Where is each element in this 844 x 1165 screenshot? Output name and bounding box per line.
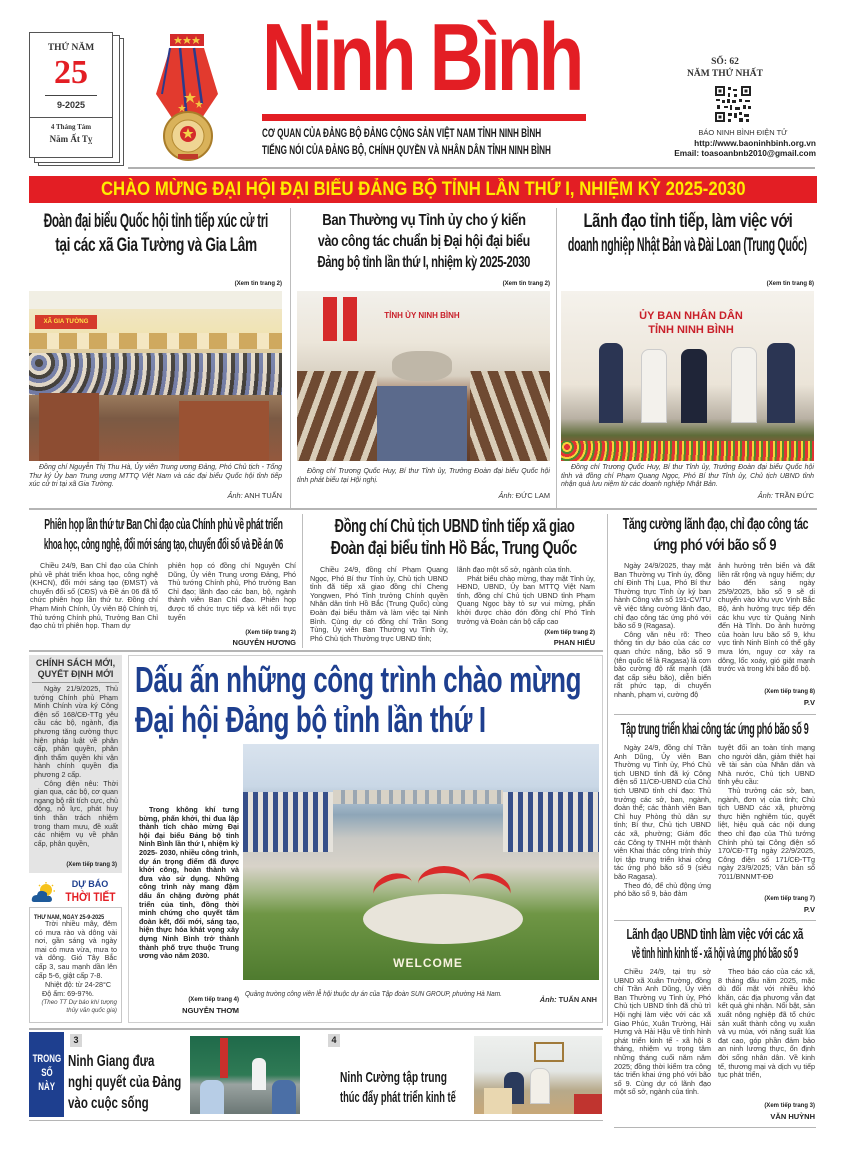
page-badge: 3 bbox=[70, 1034, 82, 1047]
feature-lead: Trong không khí tưng bừng, phấn khởi, thi đua lập thành tích chào mừng Đại hội đại biểu Đảng bộ tỉnh Ninh Bình lần thứ I, nhiệm kỳ 2025- 2030, nhiều công trình, dự án trọng điểm đã được khởi công, hoàn thành và đưa vào sử dụng. Những công trình này mang đậm dấu ấn chặng đường phát triển của tỉnh, đồng thời minh chứng cho quyết tâm đoàn kết, đổi mới, sáng tạo, hiện thực hóa khát vọng xây dựng Ninh Bình trở thành thành phố trực thuộc Trung ương vào năm 2030. bbox=[139, 806, 239, 961]
see-more[interactable]: (Xem tiếp trang 4) bbox=[188, 997, 239, 1003]
article-body-col1: Ngày 24/9/2025, thay mặt Ban Thường vụ Tỉnh ủy, đồng chí Đinh Thị Lụa, Phó Bí thư Thường trực Tỉnh ủy ký ban hành Công văn số 191-CV/TU về việc tăng cường lãnh đạo, chỉ đạo công tác ứng phó với bão số 9 (Ragasa). Công văn nêu rõ: Theo thông tin dự báo của các cơ quan chức năng, bão số 9 (tên quốc tế là Ragasa) là cơn bão cường độ rất mạnh (đã đạt cấp siêu bão), diễn biến rất phức tạp, di chuyển nhanh, phạm vi, cường độ bbox=[614, 562, 711, 699]
masthead-divider bbox=[128, 167, 815, 169]
issue-item-title: Ninh Cường tập trung thúc đẩy phát triển kinh tế bbox=[340, 1069, 456, 1106]
photo-credit: Ảnh: TRẦN ĐỨC bbox=[757, 491, 814, 500]
policy-title: CHÍNH SÁCH MỚI, bbox=[35, 658, 116, 668]
see-more[interactable]: (Xem tiếp trang 3) bbox=[66, 862, 117, 868]
see-more[interactable]: (Xem tiếp trang 3) bbox=[764, 1103, 815, 1109]
weekday: THỨ NĂM bbox=[47, 43, 95, 53]
article-body-col2: tuyệt đối an toàn tính mạng cho người dân, giảm thiệt hại về tài sản của Nhân dân và Nhà nước, Chủ tịch UBND tỉnh yêu cầu: Thủ trưởng các sở, ban, ngành, đơn vị của tỉnh; Chủ tịch UBND các xã, phường thực hiện nghiêm túc, quyết liệt, hiệu quả các nội dung theo chỉ đạo của Thủ tướng Chính phủ tại Công điện số 170/CĐ-TTg ngày 22/9/2025, Công điện số 171/CĐ-TTg ngày 23/9/2025; Văn bản số 7011/BNNMT-ĐĐ bbox=[718, 744, 815, 881]
article-headline: Tăng cường lãnh đạo, chỉ đạo công tác ứng phó với bão số 9 bbox=[622, 516, 808, 554]
weather-source: (Theo TT Dự báo khí tượng thủy văn quốc gia) bbox=[41, 999, 117, 1015]
medal-coin-icon bbox=[160, 110, 216, 162]
day-number: 25 bbox=[54, 54, 88, 91]
photo-ninh-giang-meeting bbox=[190, 1036, 300, 1114]
issue-number: SỐ: 62 bbox=[711, 57, 739, 67]
photo-party-meeting bbox=[297, 291, 550, 461]
policy-body: Ngày 21/9/2025, Thủ tướng Chính phủ Phạm Minh Chính vừa ký Công điện số 168/CĐ-TTg yêu cầu các bộ, ngành, địa phương tăng cường thực hiện pháp luật về phân cấp, phân quyền, phân định thẩm quyền khi vận hành chính quyền địa phương 2 cấp. Công điện nêu: Thời gian qua, các bộ, cơ quan ngang bộ rất tích cực, chủ động, nỗ lực, phát huy tinh thần trách nhiệm trong tham mưu, đề xuất các nhiệm vụ về phân cấp, phân quyền, bbox=[34, 684, 118, 848]
see-more[interactable]: (Xem tiếp trang 2) bbox=[245, 630, 296, 636]
policy-sidebar bbox=[29, 655, 122, 873]
photo-sign: TỈNH NINH BÌNH bbox=[648, 324, 734, 336]
article-author: P.V bbox=[803, 698, 815, 707]
policy-title: QUYẾT ĐỊNH MỚI bbox=[37, 669, 114, 679]
date-box bbox=[29, 32, 113, 158]
article-author: P.V bbox=[803, 905, 815, 914]
website-link[interactable]: http://www.baoninhbinh.org.vn bbox=[694, 138, 816, 148]
photo-sign: TỈNH ỦY NINH BÌNH bbox=[384, 311, 460, 320]
weather-panel bbox=[29, 907, 122, 1023]
publisher-line-2: TIẾNG NÓI CỦA ĐẢNG BỘ, CHÍNH QUYỀN VÀ NHÂN DÂN TỈNH NINH BÌNH bbox=[262, 143, 551, 157]
photo-credit: Ảnh: ANH TUẤN bbox=[227, 491, 282, 500]
article-body-col1: Ngày 24/9, đồng chí Trần Anh Dũng, Ủy viên Ban Thường vụ Tỉnh ủy, Phó Chủ tịch UBND tỉnh đã ký Công điện số 11/CĐ-UBND của Chủ tịch UBND tỉnh chỉ đạo: Thủ trưởng các sở, ban, ngành, đoàn thể; các thành viên Ban Chỉ huy Phòng thủ dân sự tỉnh; Bí thư, Chủ tịch UBND các xã, phường; Giám đốc các Công ty TNHH một thành viên Khai thác công trình thủy lợi tập trung triển khai công tác ứng phó bão số 9 (siêu bão Ragasa). Theo đó, để chủ động ứng phó bão số 9, bảo đảm bbox=[614, 744, 711, 899]
section-divider bbox=[29, 508, 817, 510]
photo-caption-wrap bbox=[245, 983, 597, 998]
photo-sign: WELCOME bbox=[393, 956, 463, 970]
issue-item-page-4[interactable] bbox=[328, 1034, 468, 1118]
column-divider bbox=[607, 514, 608, 1026]
top-story-2-headline: Ban Thường vụ Tỉnh ủy cho ý kiến vào công tác chuẩn bị Đại hội đại biểu Đảng bộ tỉnh lần thứ I, nhiệm kỳ 2025-2030 bbox=[317, 212, 530, 271]
weather-forecast: Trời nhiều mây, đêm có mưa rào và dông vài nơi, gần sáng và ngày mai có mưa vừa, mưa to và dông. Gió Tây Bắc cấp 3, sau mạnh dần lên cấp 5-6, giật cấp 7-8. bbox=[35, 919, 117, 980]
photo-caption: Đồng chí Nguyễn Thị Thu Hà, Ủy viên Trung ương Đảng, Phó Chủ tịch - Tổng Thư ký Ủy ban Trung ương MTTQ Việt Nam và các đại biểu Quốc hội tỉnh tiếp xúc cử tri tại xã Gia Tường. bbox=[29, 464, 282, 489]
article-author: VĂN HUỲNH bbox=[770, 1112, 815, 1121]
column-divider bbox=[302, 514, 303, 648]
see-more[interactable]: (Xem tiếp trang 2) bbox=[544, 630, 595, 636]
article-body-col1: Chiều 24/9, tại trụ sở UBND xã Xuân Trường, đồng chí Trần Anh Dũng, Ủy viên Ban Thường vụ Tỉnh ủy, Phó Chủ tịch UBND tỉnh đã chủ trì Hội nghị làm việc với các xã Giao Phúc, Xuân Trường, Hải Hưng và Hải Hậu về tình hình phát triển kinh tế - xã hội 8 tháng, nhiệm vụ trọng tâm những tháng cuối năm năm 2025; đồng thời kiểm tra công tác triển khai ứng phó với bão số 9. Cùng dự có lãnh đạo một số sở, ngành của tỉnh. bbox=[614, 968, 711, 1097]
photo-credit: Ảnh: TUẤN ANH bbox=[539, 995, 597, 1004]
section-divider bbox=[614, 1127, 816, 1128]
issue-item-title: Ninh Giang đưa nghị quyết của Đảng vào cuộc sống bbox=[68, 1053, 182, 1112]
article-body-col2: lãnh đạo một số sở, ngành của tỉnh. Phát biểu chào mừng, thay mặt Tỉnh ủy, HĐND, UBND, Ủy ban MTTQ Việt Nam tỉnh, đồng chí Chủ tịch UBND tỉnh Phạm Quang Ngọc bày tỏ sự vui mừng, phấn khởi được chào đón đồng chí Phó Tỉnh trưởng và Đoàn cán bộ cấp cao bbox=[457, 566, 595, 626]
article-body-col2: ảnh hưởng trên biển và đất liền rất rộng và nguy hiểm; dự báo đến sáng ngày 25/9/2025, bão số 9 sẽ di chuyển vào khu vực Vịnh Bắc Bộ, ảnh hưởng trực tiếp đến các khu vực từ Quảng Ninh đến Hà Tĩnh. Do ảnh hưởng của hoàn lưu bão số 9, khu vực tỉnh Ninh Bình có thể gây mưa lớn, nguy cơ xảy ra dông, lốc xoáy, gió giật mạnh trước và trong khi bão đổ bộ. bbox=[718, 562, 815, 674]
weather-temperature: Nhiệt độ: từ 24-28°C bbox=[45, 980, 112, 990]
section-divider bbox=[614, 714, 816, 715]
article-headline: Phiên họp lần thứ tư Ban Chỉ đạo của Chính phủ về phát triển khoa học, công nghệ, đổi mới sáng tạo, chuyển đổi số và Đề án 06 bbox=[43, 516, 283, 553]
photo-sign: ỦY BAN NHÂN DÂN bbox=[639, 310, 743, 322]
section-divider bbox=[29, 650, 603, 652]
photo-caption: Quảng trường công viên lễ hội thuộc dự án của Tập đoàn SUN GROUP, phường Hà Nam. bbox=[245, 991, 502, 998]
article-author: NGUYỄN HƯƠNG bbox=[232, 638, 296, 647]
page-badge: 4 bbox=[328, 1034, 340, 1047]
section-divider bbox=[614, 920, 816, 921]
month-year: 9-2025 bbox=[56, 100, 86, 110]
feature-headline: Dấu ấn những công trình chào mừng Đại hội Đảng bộ tỉnh lần thứ I bbox=[135, 660, 582, 740]
article-headline: Tập trung triển khai công tác ứng phó bão số 9 bbox=[621, 721, 809, 738]
top-story-1-headline: Đoàn đại biểu Quốc hội tỉnh tiếp xúc cử tri tại các xã Gia Tường và Gia Lâm bbox=[43, 211, 268, 256]
lunar-date: 4 Tháng Tám bbox=[50, 123, 92, 131]
see-more[interactable]: (Xem tin trang 2) bbox=[234, 281, 282, 287]
photo-business-reception bbox=[561, 291, 814, 461]
see-more[interactable]: (Xem tiếp trang 8) bbox=[764, 689, 815, 695]
lunar-year: Năm Ất Tỵ bbox=[49, 134, 93, 144]
feature-author: NGUYỄN THƠM bbox=[182, 1006, 239, 1015]
e-paper-label: BÁO NINH BÌNH ĐIỆN TỬ bbox=[698, 128, 788, 137]
photo-caption: Đồng chí Trương Quốc Huy, Bí thư Tỉnh ủy, Trưởng Đoàn đại biểu Quốc hội tỉnh và đồng chí Phạm Quang Ngọc, Phó Bí thư Tỉnh ủy, Chủ tịch UBND tỉnh nhận quà lưu niệm từ các doanh nghiệp Nhật Bản. bbox=[561, 464, 814, 489]
photo-caption: Đồng chí Trương Quốc Huy, Bí thư Tỉnh ủy, Trưởng Đoàn đại biểu Quốc hội tỉnh phát biểu tại Hội nghị. bbox=[297, 468, 550, 484]
see-more[interactable]: (Xem tin trang 2) bbox=[502, 281, 550, 287]
section-divider bbox=[29, 1028, 603, 1030]
see-more[interactable]: (Xem tin trang 8) bbox=[766, 281, 814, 287]
newspaper-title: Ninh Bình bbox=[262, 4, 581, 111]
article-author: PHAN HIẾU bbox=[553, 638, 595, 647]
qr-code-icon bbox=[714, 85, 752, 123]
weather-humidity: Độ ẩm: 69-97%. bbox=[42, 989, 94, 999]
article-body-col1: Chiều 24/9, Ban Chỉ đạo của Chính phủ về phát triển khoa học, công nghệ (KHCN), đổi mới sáng tạo (ĐMST) và chuyển đổi số (CĐS) và Đề án 06 đã tổ chức phiên họp lần thứ tư. Đồng chí Phạm Minh Chính, Ủy viên Bộ Chính trị, Thủ tướng Chính phủ, Trưởng Ban Chỉ đạo chủ trì phiên họp. Tham dự bbox=[30, 562, 158, 631]
article-headline: Lãnh đạo UBND tỉnh làm việc với các xã về tình hình kinh tế - xã hội và ứng phó bão số 9 bbox=[626, 926, 804, 962]
see-more[interactable]: (Xem tiếp trang 7) bbox=[764, 896, 815, 902]
weather-cloud-sun-icon bbox=[31, 882, 57, 904]
weather-title: DỰ BÁO THỜI TIẾT bbox=[64, 879, 116, 904]
article-body-col1: Chiều 24/9, đồng chí Phạm Quang Ngọc, Phó Bí thư Tỉnh ủy, Chủ tịch UBND tỉnh đã tiếp xã giao đồng chí Cheng Yongwen, Phó Tỉnh trưởng Chính quyền Nhân dân tỉnh Hồ Bắc (Trung Quốc) cùng Đoàn đại biểu thăm và làm việc tại Ninh Bình. Cùng dự có đồng chí Trần Song Tùng, Ủy viên Ban Thường vụ Tỉnh ủy, Phó Chủ tịch Thường trực UBND tỉnh; bbox=[310, 566, 448, 643]
email-link[interactable]: Email: toasoanbnb2010@gmail.com bbox=[674, 148, 816, 158]
publisher-line-1: CƠ QUAN CỦA ĐẢNG BỘ ĐẢNG CỘNG SẢN VIỆT NAM TỈNH NINH BÌNH bbox=[262, 126, 542, 140]
feature-box bbox=[128, 655, 603, 1023]
in-this-issue-label: TRONG SỐ NÀY bbox=[29, 1032, 64, 1117]
issue-item-page-3[interactable] bbox=[68, 1034, 186, 1118]
title-underline bbox=[262, 114, 586, 121]
congress-banner bbox=[29, 176, 817, 203]
year-label: NĂM THỨ NHẤT bbox=[687, 69, 763, 79]
article-headline: Đồng chí Chủ tịch UBND tỉnh tiếp xã giao Đoàn đại biểu tỉnh Hồ Bắc, Trung Quốc bbox=[330, 516, 578, 558]
photo-credit: Ảnh: ĐỨC LAM bbox=[498, 491, 550, 500]
article-body-col2: phiên họp có đồng chí Nguyễn Chí Dũng, Ủy viên Trung ương Đảng, Phó Thủ tướng Chính phủ, Phó trưởng Ban Chỉ đạo; lãnh đạo các ban, bộ, ngành thành viên Ban Chỉ đạo. Phiên họp được tổ chức trực tiếp và kết nối trực tuyến bbox=[168, 562, 296, 622]
weather-date: THỨ NĂM, NGÀY 25-9-2025 bbox=[34, 915, 105, 921]
photo-ninh-cuong-products bbox=[474, 1036, 602, 1114]
column-divider bbox=[556, 208, 557, 508]
photo-sign: XÃ GIA TƯỜNG bbox=[35, 315, 97, 329]
e-paper-info bbox=[630, 128, 816, 158]
banner-text: CHÀO MỪNG ĐẠI HỘI ĐẠI BIỂU ĐẢNG BỘ TỈNH LẦN THỨ I, NHIỆM KỲ 2025-2030 bbox=[100, 179, 746, 200]
top-story-3-headline: Lãnh đạo tỉnh tiếp, làm việc với doanh nghiệp Nhật Bản và Đài Loan (Trung Quốc) bbox=[568, 211, 807, 256]
photo-voter-meeting bbox=[29, 291, 282, 461]
issue-info bbox=[660, 56, 790, 80]
column-divider bbox=[290, 208, 291, 508]
section-divider bbox=[29, 1120, 603, 1121]
photo-festival-square bbox=[243, 744, 599, 980]
article-body-col2: Theo báo cáo của các xã, 8 tháng đầu năm 2025, mặc dù đối mặt với nhiều khó khăn, các địa phương vẫn đạt kết quả ghi nhận. Nổi bật, sản xuất nông nghiệp đã tổ chức sản xuất thành công vụ xuân và vụ mùa, với năng suất lúa đạt cao, góp phần đảm bảo an ninh lương thực, ổn định đời sống nhân dân. Về kinh tế, thương mại và dịch vụ tiếp tục phát triển, bbox=[718, 968, 815, 1080]
